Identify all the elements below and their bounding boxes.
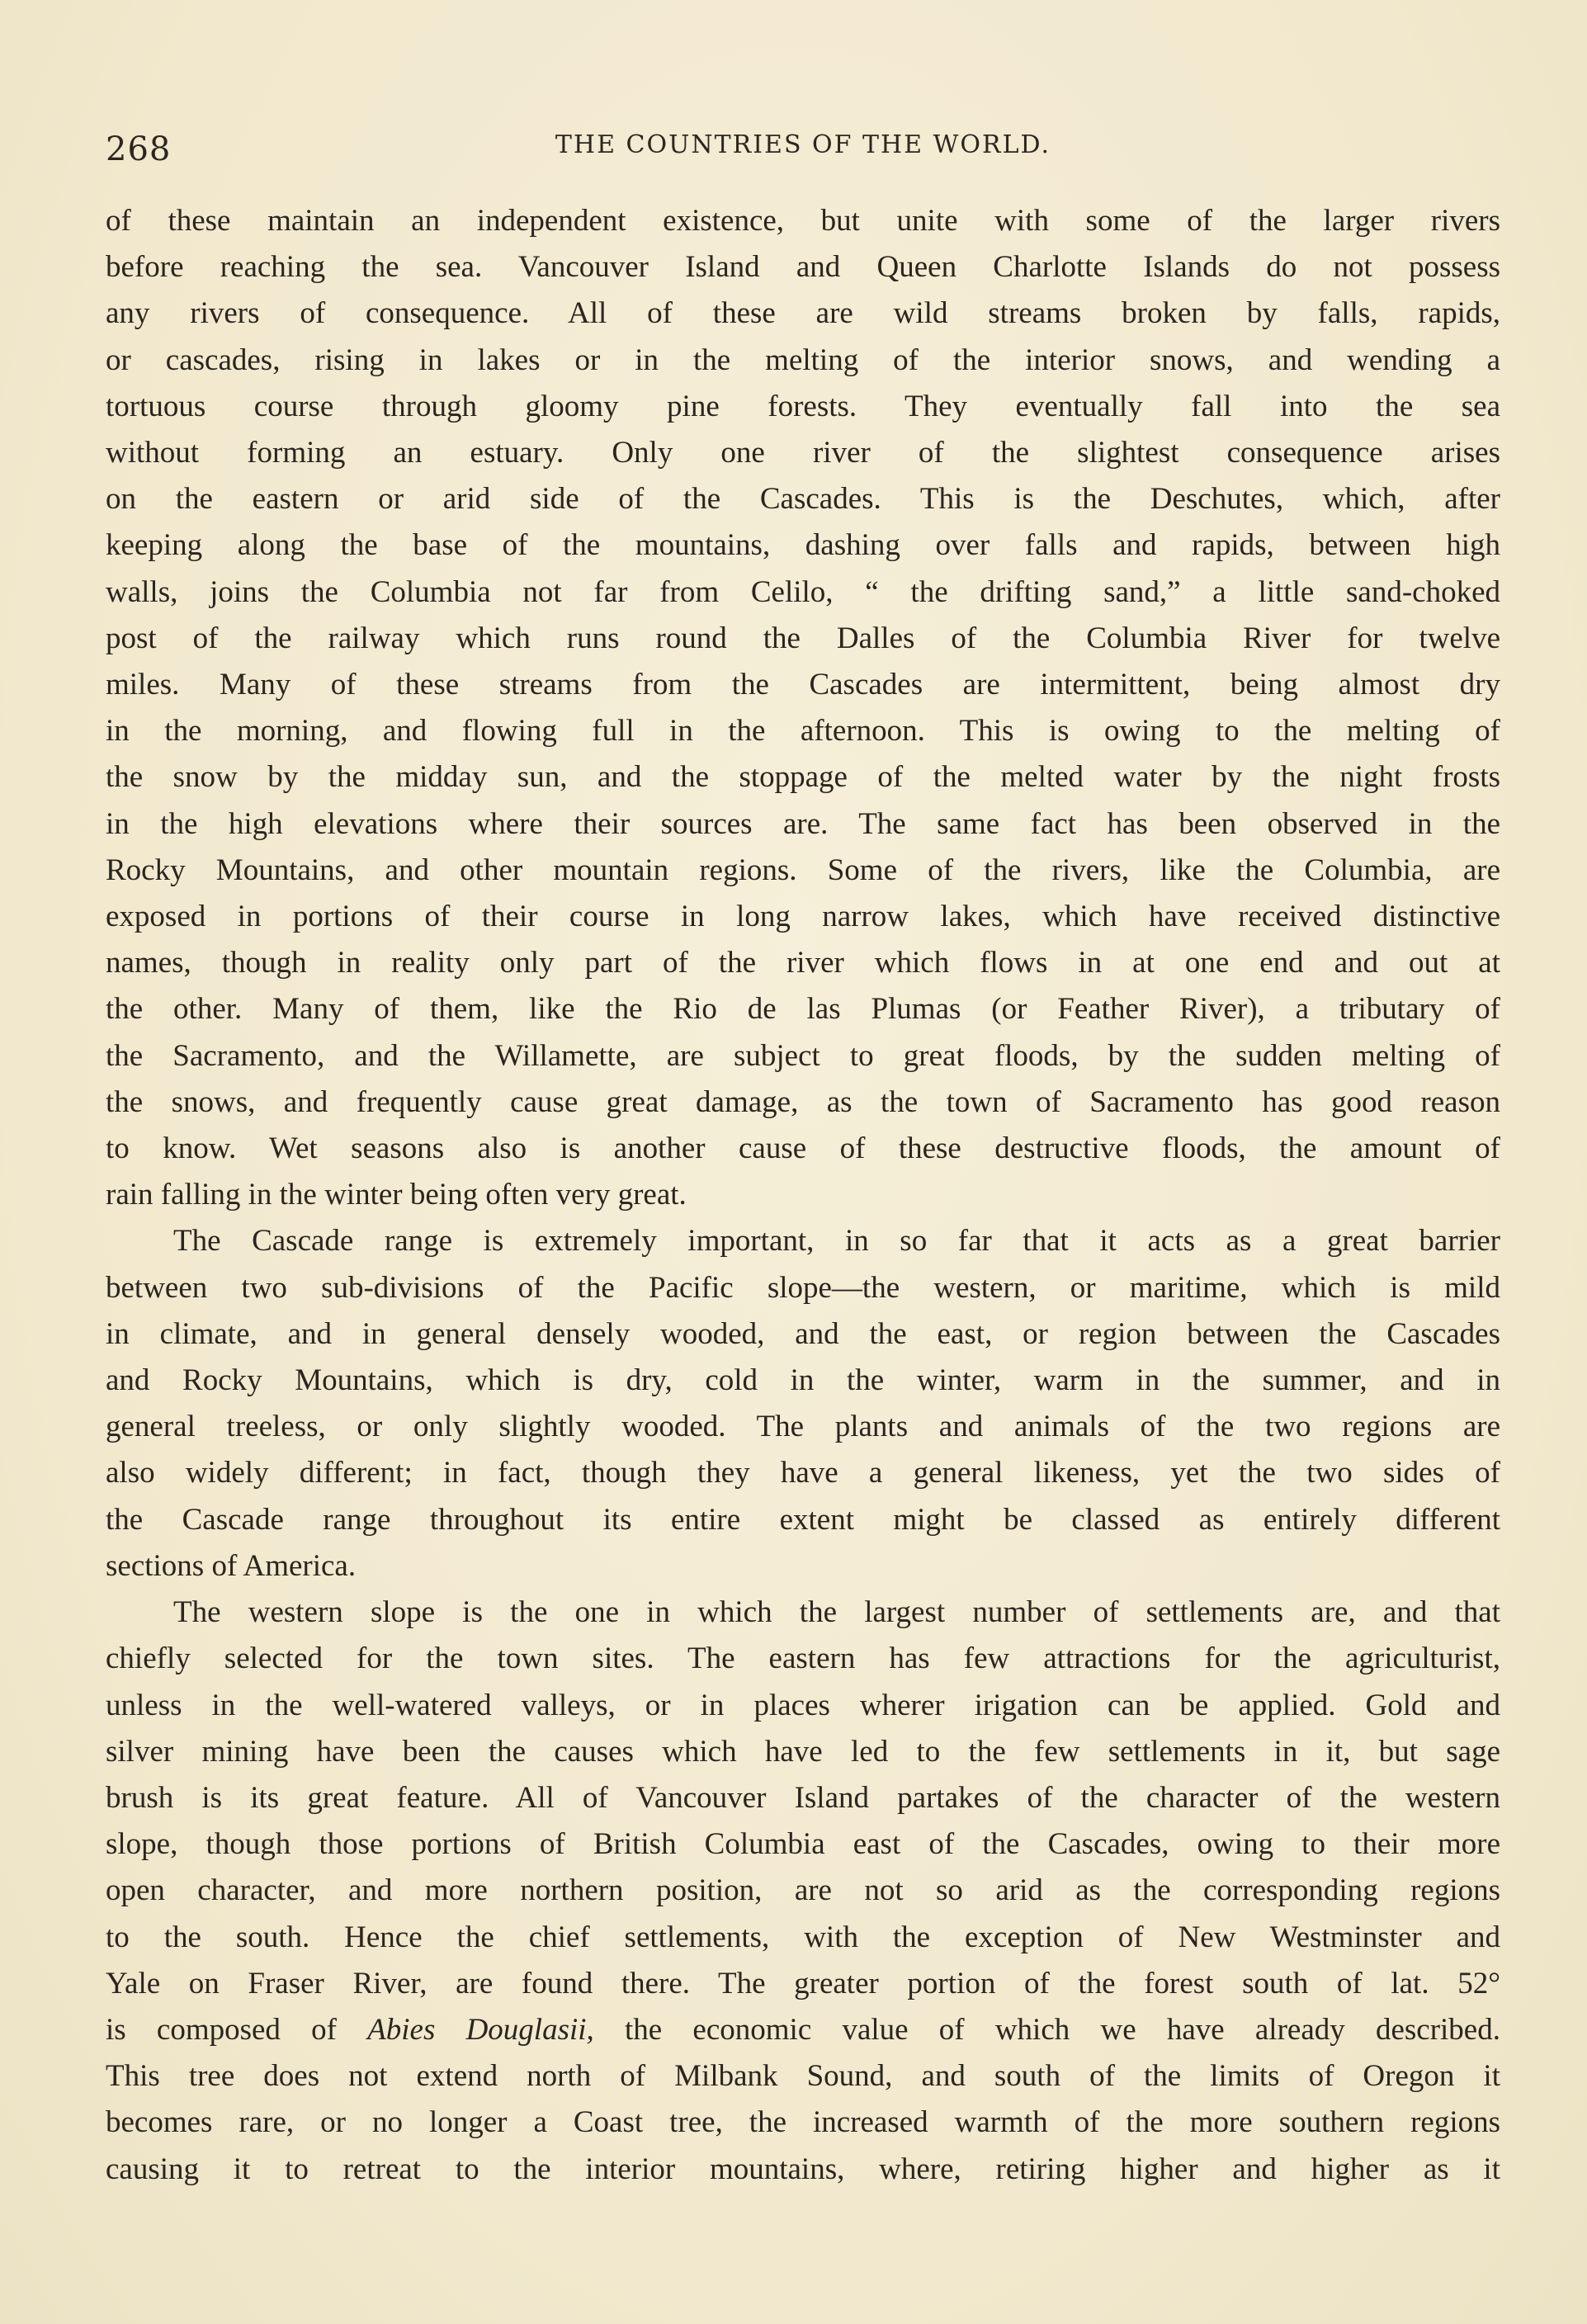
text-line: names, though in reality only part of the river which flows in at one end and out at bbox=[106, 946, 1500, 980]
text-line: walls, joins the Columbia not far from Celilo, “ the drifting sand,” a little sand-choked bbox=[106, 574, 1500, 609]
text-line: general treeless, or only slightly wooded. The plants and animals of the two regions are bbox=[106, 1410, 1500, 1444]
paragraph-rivers bbox=[106, 198, 1500, 1218]
text-line: before reaching the sea. Vancouver Island and Queen Charlotte Islands do not possess bbox=[106, 250, 1500, 285]
text-line-with-italic bbox=[106, 2007, 1500, 2053]
page-header bbox=[106, 125, 1500, 172]
text-line: open character, and more northern position, are not so arid as the corresponding regions bbox=[106, 1873, 1500, 1908]
text-line: brush is its great feature. All of Vancouver Island partakes of the character of the western bbox=[106, 1780, 1500, 1815]
text-line: between two sub-divisions of the Pacific slope—the western, or maritime, which is mild bbox=[106, 1270, 1500, 1305]
text-line: Rocky Mountains, and other mountain regions. Some of the rivers, like the Columbia, are bbox=[106, 853, 1500, 887]
text-line: to the south. Hence the chief settlements, with the exception of New Westminster and bbox=[106, 1920, 1500, 1954]
text-line: causing it to retreat to the interior mountains, where, retiring higher and higher as it bbox=[106, 2152, 1500, 2186]
italic-species-name: Abies Douglasii, bbox=[367, 2012, 594, 2047]
text-line: The Cascade range is extremely important, in so far that it acts as a great barrier bbox=[173, 1224, 1500, 1259]
text-line: post of the railway which runs round the Dalles of the Columbia River for twelve bbox=[106, 621, 1500, 655]
text-line: in climate, and in general densely wooded, and the east, or region between the Cascades bbox=[106, 1316, 1500, 1351]
text-span: the economic value of which we have already described. bbox=[593, 2012, 1500, 2047]
text-line: and Rocky Mountains, which is dry, cold in the winter, warm in the summer, and in bbox=[106, 1363, 1500, 1398]
text-line: chiefly selected for the town sites. The eastern has few attractions for the agriculturist, bbox=[106, 1641, 1500, 1676]
text-line: slope, though those portions of British Columbia east of the Cascades, owing to their more bbox=[106, 1827, 1500, 1862]
text-line: This tree does not extend north of Milbank Sound, and south of the limits of Oregon it bbox=[106, 2059, 1500, 2094]
text-line: miles. Many of these streams from the Cascades are intermittent, being almost dry bbox=[106, 668, 1500, 702]
text-line: keeping along the base of the mountains, dashing over falls and rapids, between high bbox=[106, 528, 1500, 563]
text-line: sections of America. bbox=[106, 1548, 357, 1583]
text-line: the Cascade range throughout its entire extent might be classed as entirely different bbox=[106, 1502, 1500, 1537]
text-line: unless in the well-watered valleys, or in places wherer irigation can be applied. Gold and bbox=[106, 1688, 1500, 1722]
text-span: is composed of bbox=[106, 2012, 368, 2047]
text-line: on the eastern or arid side of the Cascades. This is the Deschutes, which, after bbox=[106, 482, 1500, 517]
text-line: rain falling in the winter being often very great. bbox=[106, 1178, 687, 1212]
paragraph-western-slope bbox=[106, 1589, 1500, 2193]
page-number: 268 bbox=[106, 130, 172, 168]
text-line: silver mining have been the causes which have led to the few settlements in it, but sage bbox=[106, 1734, 1500, 1769]
text-line: any rivers of consequence. All of these are wild streams broken by falls, rapids, bbox=[106, 296, 1500, 331]
text-line: in the high elevations where their sources are. The same fact has been observed in the bbox=[106, 806, 1500, 841]
text-line: the other. Many of them, like the Rio de las Plumas (or Feather River), a tributary of bbox=[106, 992, 1500, 1027]
text-line: the Sacramento, and the Willamette, are subject to great floods, by the sudden melting of bbox=[106, 1038, 1500, 1073]
text-line: tortuous course through gloomy pine forests. They eventually fall into the sea bbox=[106, 389, 1500, 423]
text-line: Yale on Fraser River, are found there. The greater portion of the forest south of lat. 52° bbox=[106, 1966, 1500, 2000]
running-title: THE COUNTRIES OF THE WORLD. bbox=[555, 130, 1051, 159]
text-line: also widely different; in fact, though they have a general likeness, yet the two sides of bbox=[106, 1456, 1500, 1490]
body-text bbox=[106, 198, 1500, 2193]
text-line: exposed in portions of their course in long narrow lakes, which have received distinctive bbox=[106, 900, 1500, 934]
text-line: in the morning, and flowing full in the afternoon. This is owing to the melting of bbox=[106, 714, 1500, 749]
text-line: the snows, and frequently cause great damage, as the town of Sacramento has good reason bbox=[106, 1084, 1500, 1119]
text-line: to know. Wet seasons also is another cause of these destructive floods, the amount of bbox=[106, 1131, 1500, 1166]
text-line: becomes rare, or no longer a Coast tree, the increased warmth of the more southern regions bbox=[106, 2105, 1500, 2140]
text-line: without forming an estuary. Only one river of the slightest consequence arises bbox=[106, 436, 1500, 470]
text-line: or cascades, rising in lakes or in the melting of the interior snows, and wending a bbox=[106, 342, 1500, 377]
text-line: The western slope is the one in which the largest number of settlements are, and that bbox=[173, 1595, 1500, 1630]
text-line: the snow by the midday sun, and the stoppage of the melted water by the night frosts bbox=[106, 760, 1500, 795]
paragraph-cascade-range bbox=[106, 1218, 1500, 1589]
text-line: of these maintain an independent existence, but unite with some of the larger rivers bbox=[106, 204, 1500, 238]
